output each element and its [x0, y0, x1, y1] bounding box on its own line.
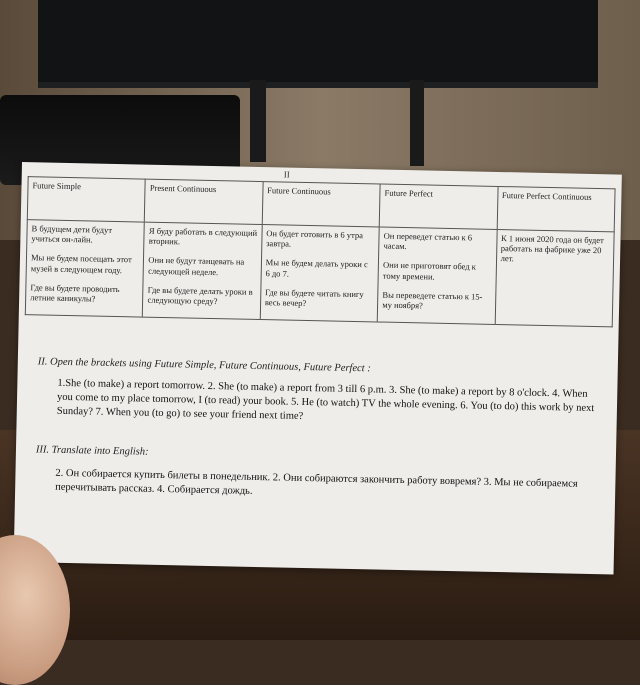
tv-stand-left: [250, 80, 266, 162]
task3-title: III. Translate into English:: [35, 444, 149, 458]
sentence: Он будет готовить в 6 утра завтра.: [266, 228, 364, 249]
table-cell: [377, 227, 496, 325]
sentence: Где вы будете проводить летние каникулы?: [30, 281, 120, 304]
table-cell: [25, 220, 144, 318]
table-cell: [495, 229, 614, 327]
worksheet-paper: [14, 162, 622, 574]
sentence: Вы переведете статью к 15-му ноября?: [382, 289, 483, 311]
tenses-table: [25, 176, 616, 327]
sentence: Они не будут танцевать на следующей неделе.: [148, 255, 245, 277]
sentence: Мы не будем делать уроки с 6 до 7.: [265, 257, 368, 279]
header-future-continuous: Future Continuous: [262, 182, 380, 227]
table-cell: [260, 225, 379, 323]
sentence: В будущем дети будут учиться он-лайн.: [31, 223, 113, 245]
table-cell: [143, 222, 262, 320]
header-present-continuous: Present Continuous: [145, 179, 263, 224]
tv-stand-right: [410, 80, 424, 166]
sentence: Я буду работать в следующий вторник.: [148, 225, 258, 247]
sentence: Они не приготовят обед к тому времени.: [382, 259, 476, 282]
table-row: [25, 220, 614, 327]
header-future-perfect-continuous: Future Perfect Continuous: [497, 186, 615, 231]
sentence: Где вы будете делать уроки в следующую среду?: [147, 284, 253, 307]
television: [38, 0, 598, 88]
sentence: К 1 июня 2020 года он будет работать на фабрике уже 20 лет.: [500, 233, 604, 264]
sentence: Где вы будете читать книгу весь вечер?: [264, 286, 364, 308]
sentence: Он переведет статью к 6 часам.: [383, 230, 473, 252]
task2-text: 1.She (to make) a report tomorrow. 2. She (to make) a report from 3 till 6 p.m. 3. She (to make) a report by 8 o'clock. 4. When you come to my place tomorrow, I (to read) your book. 5. He (to watch) TV the whole evening. 6. You (to do) this work by next Sunday? 7. When you (to go) to see your friend next time?: [56, 377, 595, 423]
task2-title: II. Open the brackets using Future Simple, Future Continuous, Future Perfect :: [37, 356, 371, 375]
task3-text: 2. Он собирается купить билеты в понедельник. 2. Они собираются закончить работу вовремя? 3. Мы не собираемся перечитывать рассказ. 4. Собирается дождь.: [55, 467, 578, 498]
header-future-perfect: Future Perfect: [379, 184, 497, 229]
header-future-simple: Future Simple: [27, 177, 145, 222]
section-number: II: [283, 169, 290, 180]
sentence: Мы не будем посещать этот музей в следующем году.: [30, 252, 132, 275]
